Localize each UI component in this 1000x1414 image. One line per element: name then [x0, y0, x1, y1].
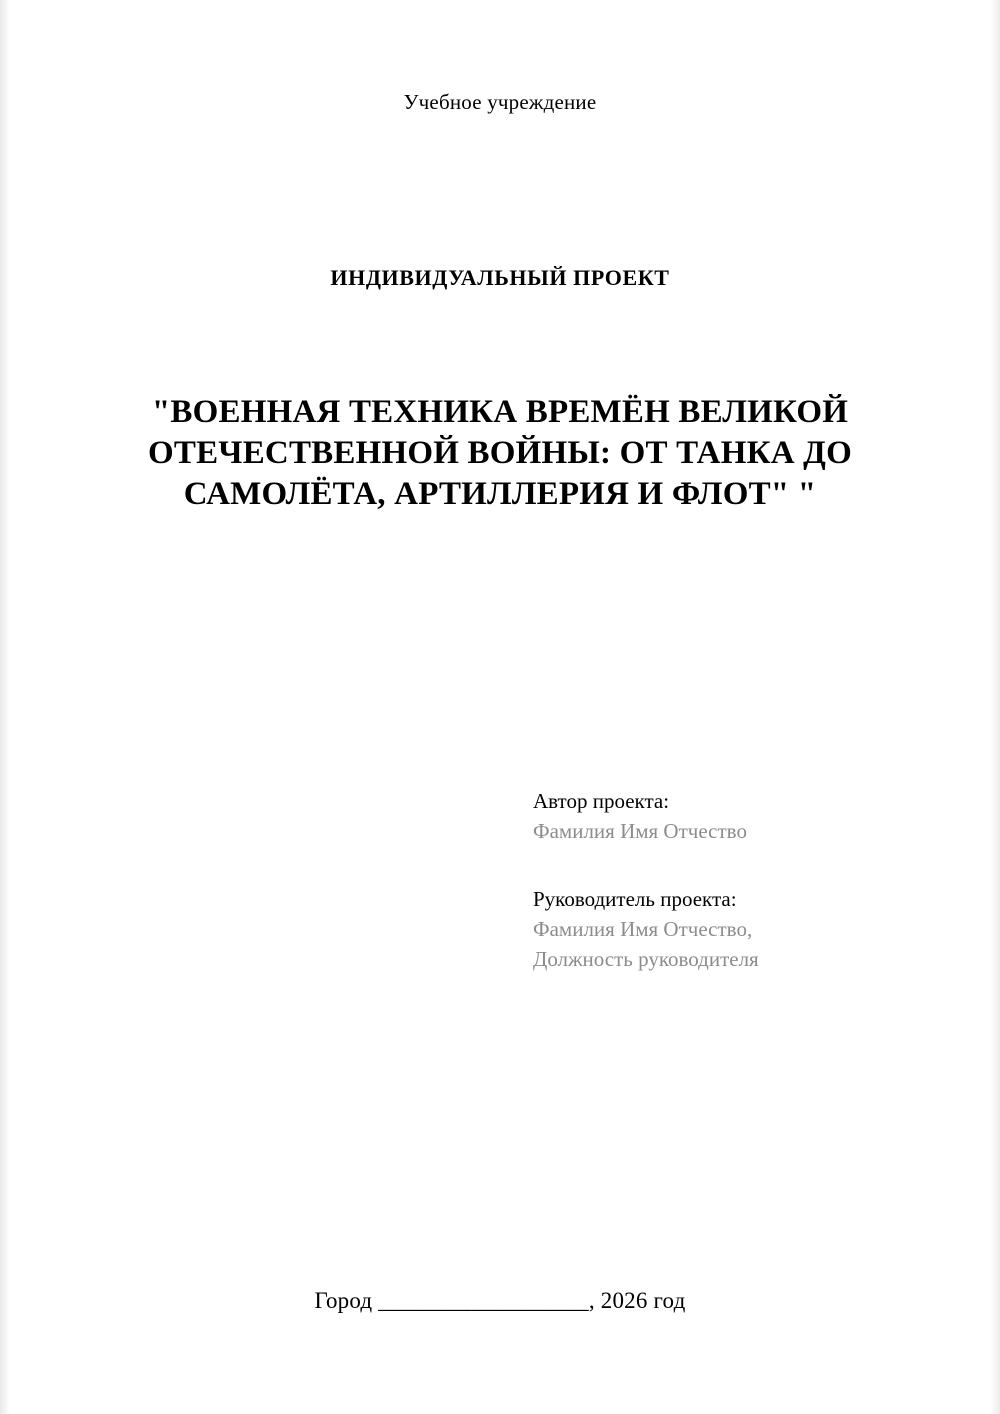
supervisor-label: Руководитель проекта:	[533, 887, 737, 911]
institution-name: Учебное учреждение	[403, 90, 597, 114]
credits-spacer	[533, 846, 953, 884]
author-label: Автор проекта:	[533, 789, 670, 813]
credits-block	[533, 786, 953, 974]
author-value: Фамилия Имя Отчество	[533, 819, 747, 843]
city-and-year: Город __________________, 2026 год	[314, 1288, 686, 1313]
supervisor-value-line-2: Должность руководителя	[533, 947, 759, 971]
document-type: ИНДИВИДУАЛЬНЫЙ ПРОЕКТ	[330, 265, 670, 290]
supervisor-value-line-1: Фамилия Имя Отчество,	[533, 917, 753, 941]
page-title: "ВОЕННАЯ ТЕХНИКА ВРЕМЁН ВЕЛИКОЙ ОТЕЧЕСТВЕННОЙ ВОЙНЫ: ОТ ТАНКА ДО САМОЛЁТА, АРТИЛЛЕРИЯ И ФЛОТ" "	[148, 394, 852, 512]
